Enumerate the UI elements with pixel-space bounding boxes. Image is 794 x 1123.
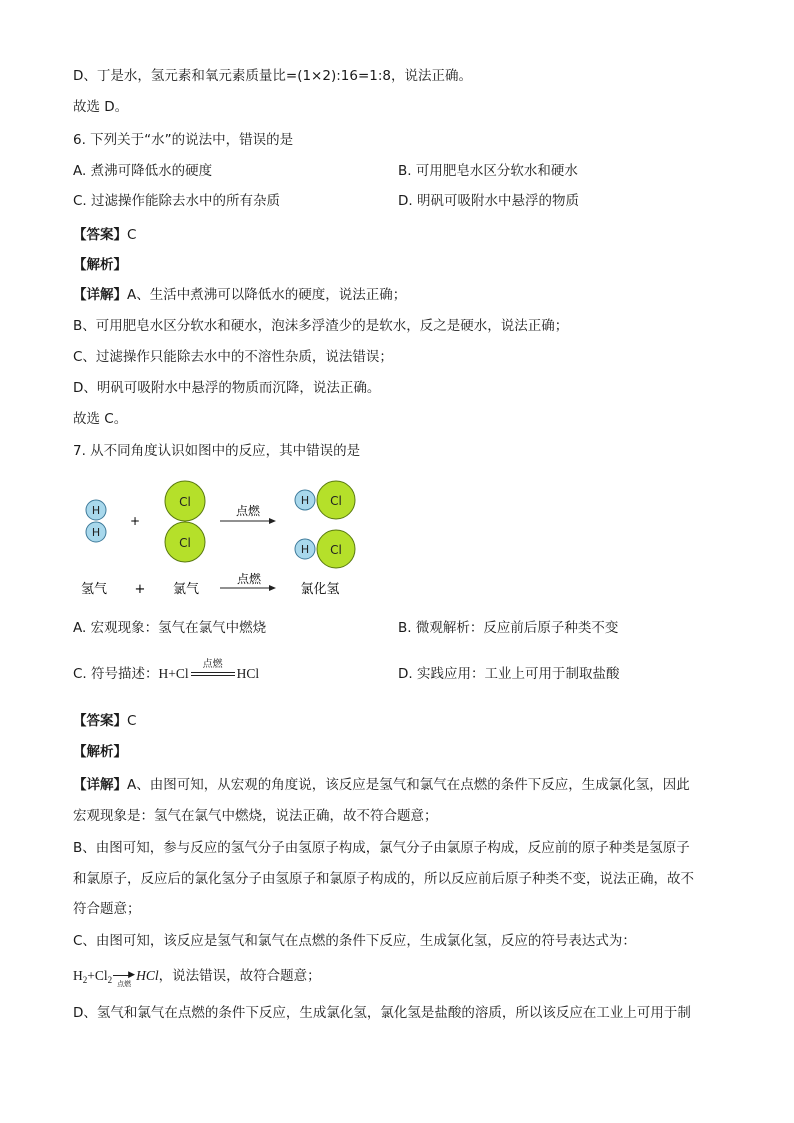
name-hydrogen-chloride: 氯化氢	[300, 582, 340, 597]
q6-option-b: B. 可用肥皂水区分软水和硬水	[398, 163, 578, 179]
reaction-arrow	[220, 518, 276, 524]
q7-option-b: B. 微观解析：反应前后原子种类不变	[398, 620, 619, 636]
svg-text:H: H	[300, 494, 310, 507]
cl2-molecule	[165, 481, 205, 562]
condition-label: 点燃	[235, 504, 261, 518]
q6-answer-value: C	[127, 227, 137, 243]
h2-molecule	[86, 500, 106, 542]
h-atom-label: H	[91, 504, 101, 517]
q7-detail-d-line1: D、氢气和氯气在点燃的条件下反应，生成氯化氢，氯化氢是盐酸的溶质，所以该反应在工业上可用于制	[73, 1005, 691, 1021]
svg-text:Cl: Cl	[330, 543, 342, 557]
q6-detail-a: 【详解】A、生活中煮沸可以降低水的硬度，说法正确；	[73, 287, 407, 303]
q7-detail-a-line2: 宏观现象是：氢气在氯气中燃烧，说法正确，故不符合题意；	[73, 808, 438, 824]
condition-label: 点燃	[236, 572, 262, 586]
equation-right: HCl	[236, 666, 260, 681]
q6-option-c: C. 过滤操作能除去水中的所有杂质	[73, 193, 281, 209]
q7-option-d: D. 实践应用：工业上可用于制取盐酸	[398, 666, 620, 682]
plus-sign: +	[134, 582, 146, 597]
q6-answer-label: 【答案】	[73, 227, 127, 243]
q7-detail-b-line2: 和氯原子，反应后的氯化氢分子由氢原子和氯原子构成的，所以反应前后原子种类不变，说法正确，故不	[73, 871, 694, 887]
q7-answer-label: 【答案】	[73, 713, 127, 729]
equation-condition-bar: 点燃	[191, 667, 235, 681]
q7-detail-b-line3: 符合题意；	[73, 901, 141, 917]
q6-detail-c: C、过滤操作只能除去水中的不溶性杂质，说法错误；	[73, 349, 393, 365]
cl-atom-label: Cl	[179, 495, 191, 509]
q7-detail-c-line1: C、由图可知，该反应是氢气和氯气在点燃的条件下反应，生成氯化氢，反应的符号表达式为：	[73, 933, 636, 949]
q6-detail-d: D、明矾可吸附水中悬浮的物质而沉降，说法正确。	[73, 380, 381, 396]
q7-option-a: A. 宏观现象：氢气在氯气中燃烧	[73, 620, 267, 636]
q7-answer	[73, 711, 136, 731]
name-chlorine: 氯气	[172, 582, 200, 597]
equation-left: H+Cl	[158, 666, 189, 681]
h-atom-label: H	[91, 526, 101, 539]
hcl-molecule	[295, 481, 355, 519]
q7-symbol-expression: $H_2+Cl_2$ ▶ 点燃 HCl，说法错误，故符合题意；	[73, 968, 321, 988]
svg-text:Cl: Cl	[330, 494, 342, 508]
cl-atom-label: Cl	[179, 536, 191, 550]
q7-detail-label: 【详解】	[73, 777, 127, 793]
name-hydrogen: 氢气	[80, 582, 108, 597]
q6-answer	[73, 225, 136, 245]
q6-analysis-label: 【解析】	[73, 257, 127, 273]
q6-option-d: D. 明矾可吸附水中悬浮的物质	[398, 193, 579, 209]
hcl-molecule	[295, 530, 355, 568]
svg-text:H: H	[300, 543, 310, 556]
q7-detail-a-line1: 【详解】A、由图可知，从宏观的角度说，该反应是氢气和氯气在点燃的条件下反应，生成氯化氢，因此	[73, 777, 690, 793]
q6-detail-b: B、可用肥皂水区分软水和硬水，泡沫多浮渣少的是软水，反之是硬水，说法正确；	[73, 318, 569, 334]
q6-stem: 6. 下列关于“水”的说法中，错误的是	[73, 132, 294, 148]
q7-answer-value: C	[127, 713, 137, 729]
q5-choose-text: 故选 D。	[73, 99, 129, 115]
q6-option-a: A. 煮沸可降低水的硬度	[73, 163, 213, 179]
expression-arrow: ▶ 点燃	[113, 969, 135, 983]
q7-detail-b-line1: B、由图可知，参与反应的氢气分子由氢原子构成，氯气分子由氯原子构成，反应前的原子种类是氢原子	[73, 840, 690, 856]
q7-stem: 7. 从不同角度认识如图中的反应，其中错误的是	[73, 443, 361, 459]
q6-detail-label: 【详解】	[73, 287, 127, 303]
reaction-diagram	[70, 475, 370, 605]
q6-choose-text: 故选 C。	[73, 411, 128, 427]
q7-analysis-label: 【解析】	[73, 744, 127, 760]
q5-option-d-explanation: D、丁是水，氢元素和氧元素质量比=(1×2):16=1:8，说法正确。	[73, 68, 472, 84]
q7-option-c: C. 符号描述：H+Cl 点燃 HCl	[73, 659, 260, 682]
plus-sign: +	[129, 514, 141, 528]
